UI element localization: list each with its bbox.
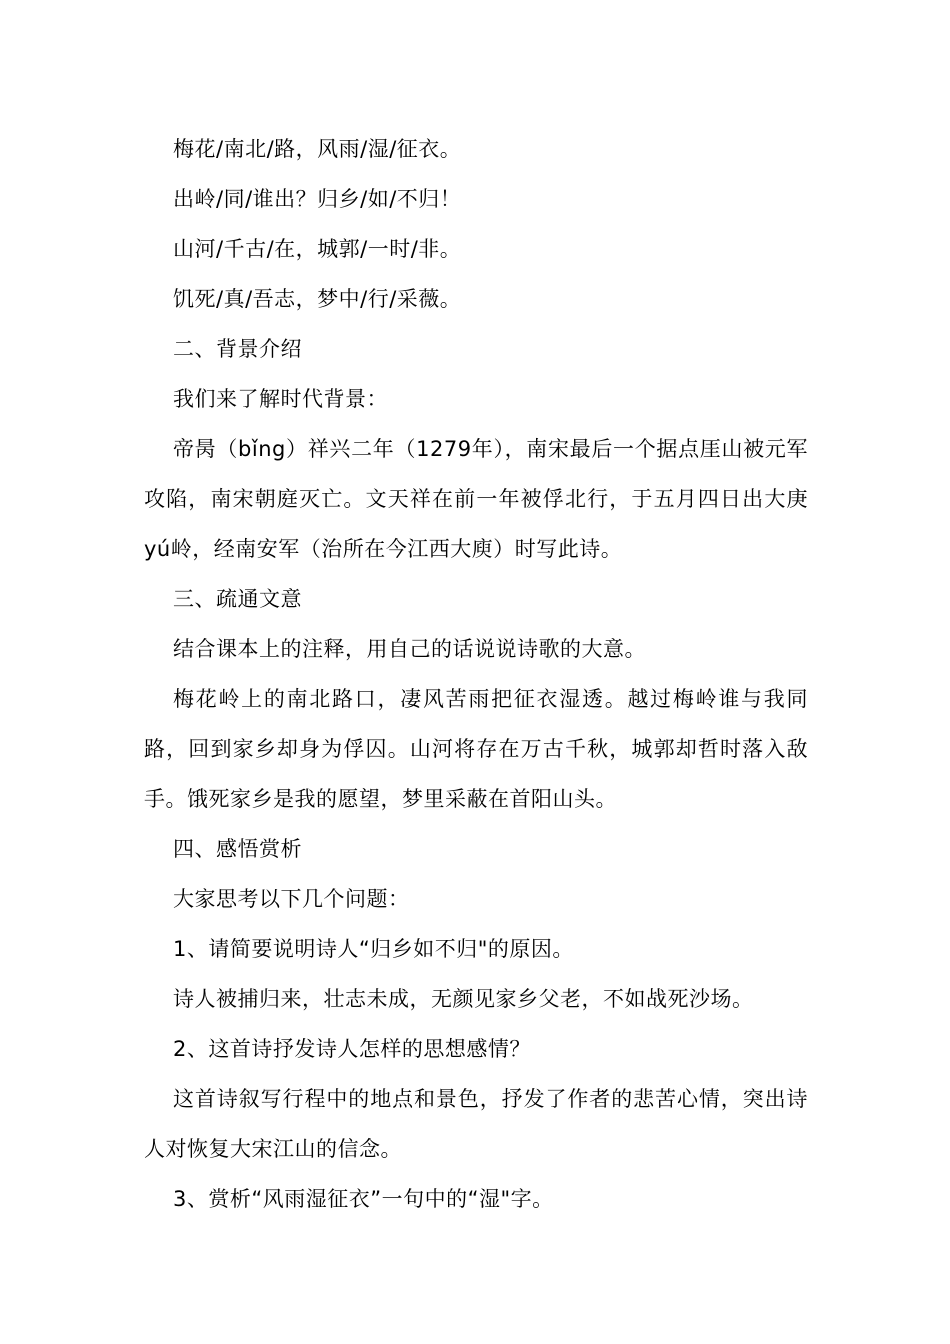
background-paragraph: 帝昺（bǐng）祥兴二年（1279年），南宋最后一个据点厓山被元军攻陷，南宋朝庭灭亡。文天祥在前一年被俘北行，于五月四日出大庚yú岭，经南安军（治所在今江西大庾）时写此诗。 bbox=[144, 437, 808, 561]
meaning-paragraph: 梅花岭上的南北路口，凄风苦雨把征衣湿透。越过梅岭谁与我同路，回到家乡却身为俘囚。山河将存在万古千秋，城郭却哲时落入敌手。饿死家乡是我的愿望，梦里采蔽在首阳山头。 bbox=[144, 687, 808, 811]
section-heading-appreciation: 四、感悟赏析 bbox=[173, 837, 302, 861]
poem-line-4: 饥死/真/吾志，梦中/行/采薇。 bbox=[173, 287, 462, 311]
meaning-instruction: 结合课本上的注释，用自己的话说说诗歌的大意。 bbox=[173, 637, 646, 661]
background-intro: 我们来了解时代背景： bbox=[173, 387, 388, 411]
poem-line-3: 山河/千古/在，城郭/一时/非。 bbox=[173, 237, 462, 261]
document-body bbox=[144, 124, 808, 1224]
section-heading-background: 二、背景介绍 bbox=[173, 337, 302, 361]
answer-2: 这首诗叙写行程中的地点和景色，抒发了作者的悲苦心情，突出诗人对恢复大宋江山的信念。 bbox=[144, 1087, 808, 1161]
answer-1: 诗人被捕归来，壮志未成，无颜见家乡父老，不如战死沙场。 bbox=[173, 987, 754, 1011]
appreciation-intro: 大家思考以下几个问题： bbox=[173, 887, 410, 911]
poem-line-2: 出岭/同/谁出？归乡/如/不归！ bbox=[173, 187, 462, 211]
question-2: 2、这首诗抒发诗人怎样的思想感情？ bbox=[173, 1037, 531, 1061]
question-1: 1、请简要说明诗人“归乡如不归"的原因。 bbox=[173, 937, 574, 961]
poem-line-1: 梅花/南北/路，风雨/湿/征衣。 bbox=[173, 137, 462, 161]
question-3: 3、赏析“风雨湿征衣”一句中的“湿"字。 bbox=[173, 1187, 554, 1211]
section-heading-meaning: 三、疏通文意 bbox=[173, 587, 302, 611]
